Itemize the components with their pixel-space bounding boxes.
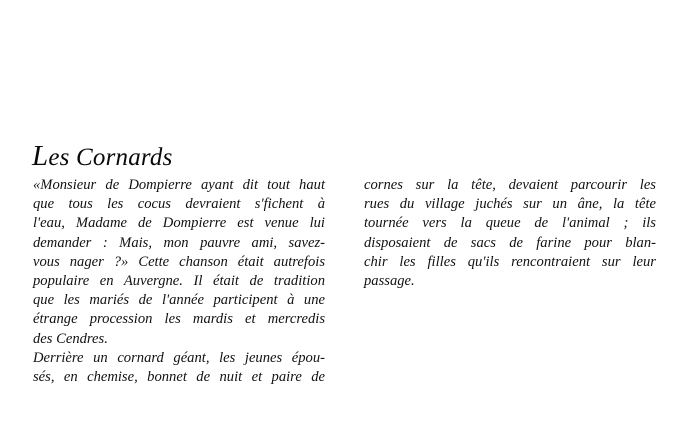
- text-line: Derrière un cornard géant, les jeunes épou-: [33, 349, 325, 366]
- text-column-right: [364, 176, 656, 291]
- text-line: passage.: [364, 272, 415, 289]
- text-line: des Cendres.: [33, 330, 108, 347]
- text-line: étrange procession les mardis et mercredis: [33, 311, 325, 328]
- title-initial: L: [32, 140, 49, 172]
- article-title: [32, 140, 173, 174]
- text-line: demander : Mais, mon pauvre ami, savez-: [33, 234, 325, 251]
- text-line: chir les filles qu'ils rencontraient sur leur: [364, 253, 656, 270]
- text-line: vous nager ?» Cette chanson était autrefois: [33, 253, 325, 270]
- text-column-left: [33, 176, 325, 387]
- text-line: sés, en chemise, bonnet de nuit et paire de: [33, 368, 325, 385]
- text-line: cornes sur la tête, devaient parcourir les: [364, 177, 656, 193]
- text-line: l'eau, Madame de Dompierre est venue lui: [33, 215, 325, 232]
- text-line: tournée vers la queue de l'animal ; ils: [364, 215, 656, 232]
- text-line: que tous les cocus devraient s'fichent à: [33, 196, 325, 213]
- text-line: rues du village juchés sur un âne, la tête: [364, 196, 656, 213]
- text-line: populaire en Auvergne. Il était de tradition: [33, 272, 325, 289]
- text-line: disposaient de sacs de farine pour blan-: [364, 234, 656, 251]
- title-rest: es Cornards: [48, 144, 173, 171]
- text-line: «Monsieur de Dompierre ayant dit tout haut: [33, 177, 325, 193]
- text-line: que les mariés de l'année participent à une: [33, 292, 325, 309]
